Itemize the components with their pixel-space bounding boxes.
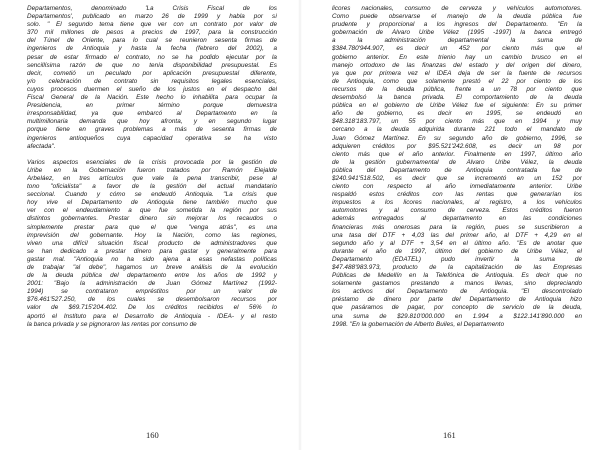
text-line: Departamentos', publicado en marzo 26 de 1999 y habla por sí (27, 13, 277, 21)
text-line: de Antioquia, como que solamente prestó el 22 por ciento de los (332, 77, 582, 85)
text-line: gobierno anterior. En este trienio hay un cambio brusco en el (332, 53, 582, 61)
text-line: segundo año y al DTF + 3,54 en el último año. "Es de anotar que (332, 239, 582, 247)
text-line: que pasáramos de pagar, por concepto de servicio de la deuda, (332, 304, 582, 312)
text-line: pública del Departamento de Antioquia contratada fue de (332, 166, 582, 174)
text-line: los activos del Departamento de Antioquia. "El descontrolado (332, 288, 582, 296)
text-line: Presidencia, en primer término porque demuestra (27, 102, 277, 110)
text-line: licores nacionales, consumo de cerveza y vehículos automotores. (332, 5, 582, 12)
text-line: la banca privada y se pignoraron las rentas por consumo de (27, 320, 197, 328)
text-line: durante el año de 1997, último del gobierno de Uribe Vélez, el (332, 247, 582, 255)
text-line: una tasa del DTF + 4,03 las del primer año, al DTF + 4,29 en el (332, 231, 582, 239)
text-line: sencillísima razón de que no tenía disponibilidad presupuestal. Es (27, 61, 277, 69)
text-line: 370 mil millones de pesos a precios de 1997, para la construcción (27, 29, 277, 37)
text-line: $240.941'518.502, es decir que se incrementó en un 152 por (332, 174, 582, 182)
text-line: 1994) se contrataron empréstitos por un valor de (27, 288, 277, 296)
text-line: porque tiene en graves problemas a más de sesenta firmas de (27, 126, 277, 134)
text-line: pesar de estar firmado el contrato, no se ha podido ejecutar por la (27, 53, 277, 61)
text-line: aportó el Instituto para el Desarrollo de Antioquia - IDEA- y el resto (27, 312, 277, 320)
text-line: del Túnel de Oriente, para lo cual se reunieron sesenta firmas de (27, 37, 277, 45)
left-page-number: 160 (146, 430, 159, 440)
text-line: gobernación de Álvaro Uribe Vélez (1995 -1997) la banca entregó (332, 29, 582, 37)
text-line: año de gobierno, es decir en 1995, se endeudó en (332, 110, 582, 118)
text-line: afectada". (27, 142, 56, 150)
right-page-text (332, 5, 582, 329)
text-line: respaldó estos créditos con las rentas que generarían los (332, 191, 582, 199)
right-page (300, 0, 600, 450)
text-line: valor de $69.715'204.402. De los créditos recibidos el 56% lo (27, 304, 277, 312)
text-line: Públicas de Medellín en la Telefónica de Antioquia. Es decir que no (332, 272, 582, 280)
text-line: multimillonaria demanda que hoy afronta, y en segundo lugar (27, 118, 277, 126)
text-line: tono "oficialista" a favor de la gestión del actual mandatario (27, 183, 277, 191)
text-line: irresponsabilidad, ya que embarcó al Departamento en la (27, 110, 277, 118)
text-line: prudente y proporcional a los ingresos del Departamento. "En la (332, 21, 582, 29)
right-page-number: 161 (443, 430, 456, 440)
text-line: préstamo de dinero por parte del Departamento de Antioquia hizo (332, 296, 582, 304)
text-line: Varios aspectos esenciales de la crisis provocada por la gestión de (27, 158, 277, 166)
text-line: impuestos a los licores nacionales, al registro, a los vehículos (332, 199, 582, 207)
text-line: ver con el endeudamiento a que fue sometida la región por sus (27, 207, 277, 215)
text-line: ingenieros de Antioquia y hasta la fecha (febrero del 2002), a (27, 45, 277, 53)
text-line: desembolsó la banca privada. El comportamiento de la deuda (332, 94, 582, 102)
text-line: y/o celebración de contrato sin requisitos legales esenciales, (27, 77, 277, 85)
text-line: automotores y al consumo de cerveza. Estos créditos fueron (332, 207, 582, 215)
text-line: pública en el gobierno de Uribe Vélez fue el siguiente: En su primer (332, 102, 582, 110)
text-line: decir, cometió un peculado por aplicación presupuestal diferente, (27, 69, 277, 77)
text-line: además entregados al departamento en las condiciones (332, 215, 582, 223)
text-line: gastar mal. "Antioquia no ha sido ajena a esas nefastas políticas (27, 255, 277, 263)
text-line: ya que por primera vez el IDEA deja de ser la fuente de recursos (332, 69, 582, 77)
text-line: Arbeláez, en tres artículos que vale la pena transcribir, pese al (27, 174, 277, 182)
text-line: distintos gobernantes. Prestar dinero sin mejorar los recaudos o (27, 215, 277, 223)
text-line: seccional. Cuando y cómo se endeudó Antioquia. "La crisis que (27, 191, 277, 199)
text-line: Como puede observarse el manejo de la deuda pública fue (332, 13, 582, 21)
text-line: manejo ortodoxo de las finanzas del estado y del origen del dinero, (332, 61, 582, 69)
text-line: imprevisión del gobernante. Hoy la Nación, como las regiones, (27, 231, 277, 239)
text-line: Fiscal General de la Nación. Este hecho lo inhabilita para ocupar la (27, 94, 277, 102)
paragraph-gap (27, 151, 277, 159)
text-line: $76.461'527.250, de los cuales se desembolsaron recursos por (27, 296, 277, 304)
text-line: ingenieros antioqueños cuya capacidad operativa se ha visto (27, 134, 277, 142)
text-line: ciento más que el año anterior. Finalmente en 1997, último año (332, 150, 582, 158)
text-line: una suma de $29.810'000.000 en 1.994 a $122.141'890.000 en (332, 312, 582, 320)
text-line: cuyos procesos duermen el sueño de los justos en el despacho del (27, 85, 277, 93)
text-line: de trabajar "al debe", hagamos un breve análisis de la evolución (27, 264, 277, 271)
text-line: 2001: "Bajo la administración de Juan Gómez Martínez (1992- (27, 280, 277, 288)
text-line: Departamento (EDATEL) pudo invertir la suma de (332, 255, 582, 263)
text-line: de la deuda pública del departamento entre los años de 1992 y (27, 272, 277, 280)
text-line: adquieren créditos por $95.521'242.608, es decir un 98 por (332, 142, 582, 150)
text-line: se han dedicado a prestar dinero para gastar y generalmente para (27, 247, 277, 255)
text-line: recursos de la deuda pública, frente a un 78 por ciento que (332, 85, 582, 93)
text-line: 1998. "En la gobernación de Alberto Builes, el Departamento (332, 320, 505, 328)
text-line: viven una difícil situación fiscal producto de administradores que (27, 239, 277, 247)
text-line: de la gestión gubernamental de Álvaro Uribe Vélez, la deuda (332, 158, 582, 166)
text-line: $384.780'944.907, es decir un 452 por ciento más que el (332, 45, 582, 53)
text-line: Juan Gómez Martínez. En su segundo año de gobierno, 1996, se (332, 134, 582, 142)
text-line: ciento con respecto al año inmediatamente anterior. Uribe (332, 183, 582, 191)
text-line: $47.488'983.973, producto de la capitalización de las Empresas (332, 264, 582, 271)
text-line: hoy vive el Departamento de Antioquia tiene también mucho que (27, 199, 277, 207)
text-line: solo. " El segundo tema tiene que ver con un contrato por valor de (27, 21, 277, 29)
text-line: Uribe en la Gobernación fueron tratados por Ramón Elejalde (27, 166, 277, 174)
text-line: solamente gastamos prestando a manos llenas, sino depreciando (332, 280, 582, 288)
text-line: $48.318'183.797, un 55 por ciento más que en 1994 y muy (332, 118, 582, 126)
left-page-text (27, 5, 277, 329)
text-line: simplemente prestar para que el que "venga atrás", es una (27, 223, 277, 231)
text-line: cercano a la deuda adquirida durante 221 todo el mandato de (332, 126, 582, 134)
text-line: Departamentos, denominado 'La Crisis Fiscal de los (27, 5, 277, 12)
text-line: financieras más onerosas para la región, pues se suscribieron a (332, 223, 582, 231)
text-line: a la administración departamental la suma de (332, 37, 582, 45)
